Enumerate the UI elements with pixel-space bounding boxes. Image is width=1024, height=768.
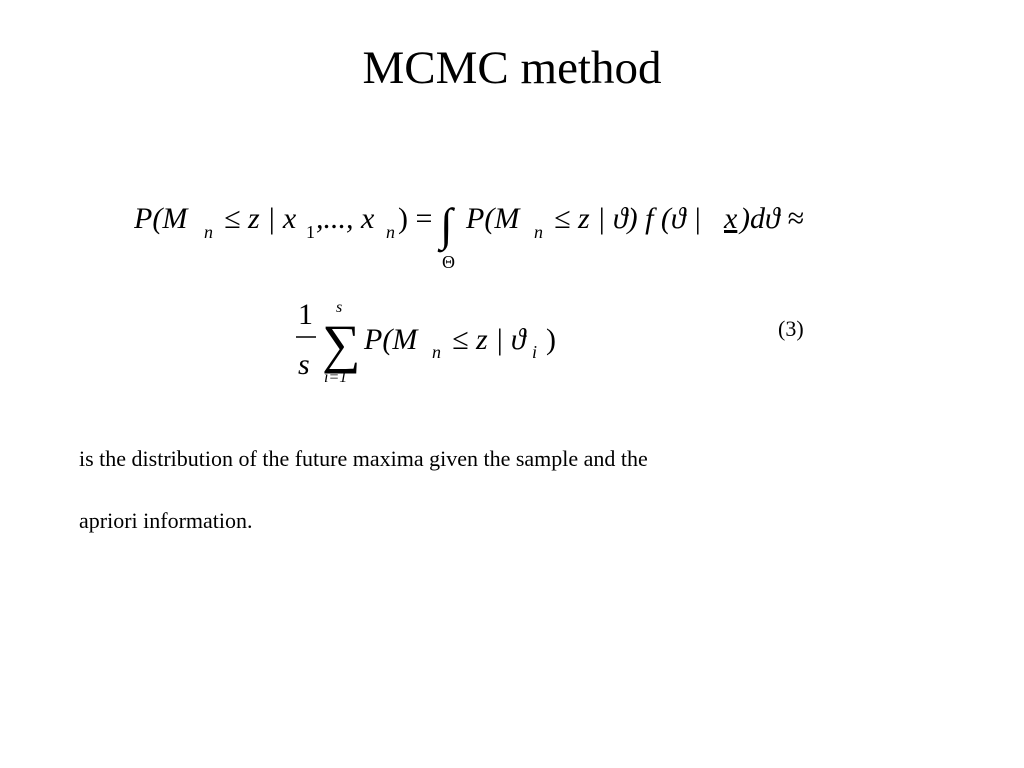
eq1-close-eq: ) =: [398, 202, 433, 235]
fraction-denominator: s: [298, 348, 310, 381]
eq1-sub-1: 1: [306, 222, 315, 242]
eq1-rhs-sub-n: n: [534, 222, 543, 242]
eq1-sub-n: n: [204, 222, 213, 242]
equation-sum: [292, 292, 592, 392]
eq2-cond: ≤ z | ϑ: [452, 323, 526, 356]
equation-integral: [134, 190, 854, 280]
eq1-rhs-cond: ≤ z | ϑ) f (ϑ |: [554, 202, 702, 235]
body-text-line-1: is the distribution of the future maxima given the sample and the: [79, 446, 648, 471]
eq1-sub-n2: n: [386, 222, 395, 242]
eq1-cond: ≤ z | x: [224, 202, 297, 235]
eq1-rhs-p: P(M: [466, 202, 520, 235]
sum-lower-limit: i=1: [324, 369, 348, 386]
eq2-p: P(M: [364, 323, 418, 356]
body-text-line-2: apriori information.: [79, 508, 253, 533]
fraction-numerator: 1: [298, 298, 313, 331]
eq2-sub-i: i: [532, 342, 538, 362]
eq1-lhs-p: P(M: [134, 202, 188, 235]
equation-number: (3): [778, 316, 804, 341]
sum-sign: ∑: [322, 314, 361, 374]
eq1-rhs-tail: )dϑ ≈: [740, 202, 804, 235]
eq2-sub-n: n: [432, 342, 441, 362]
slide-title: MCMC method: [362, 42, 662, 94]
integral-domain: Θ: [442, 252, 455, 272]
integral-sign: ∫: [440, 199, 453, 250]
eq1-x-underlined: x: [724, 202, 738, 235]
sum-upper-limit: s: [336, 299, 343, 316]
eq2-close: ): [546, 323, 556, 356]
eq1-dots: ,..., x: [316, 202, 375, 235]
